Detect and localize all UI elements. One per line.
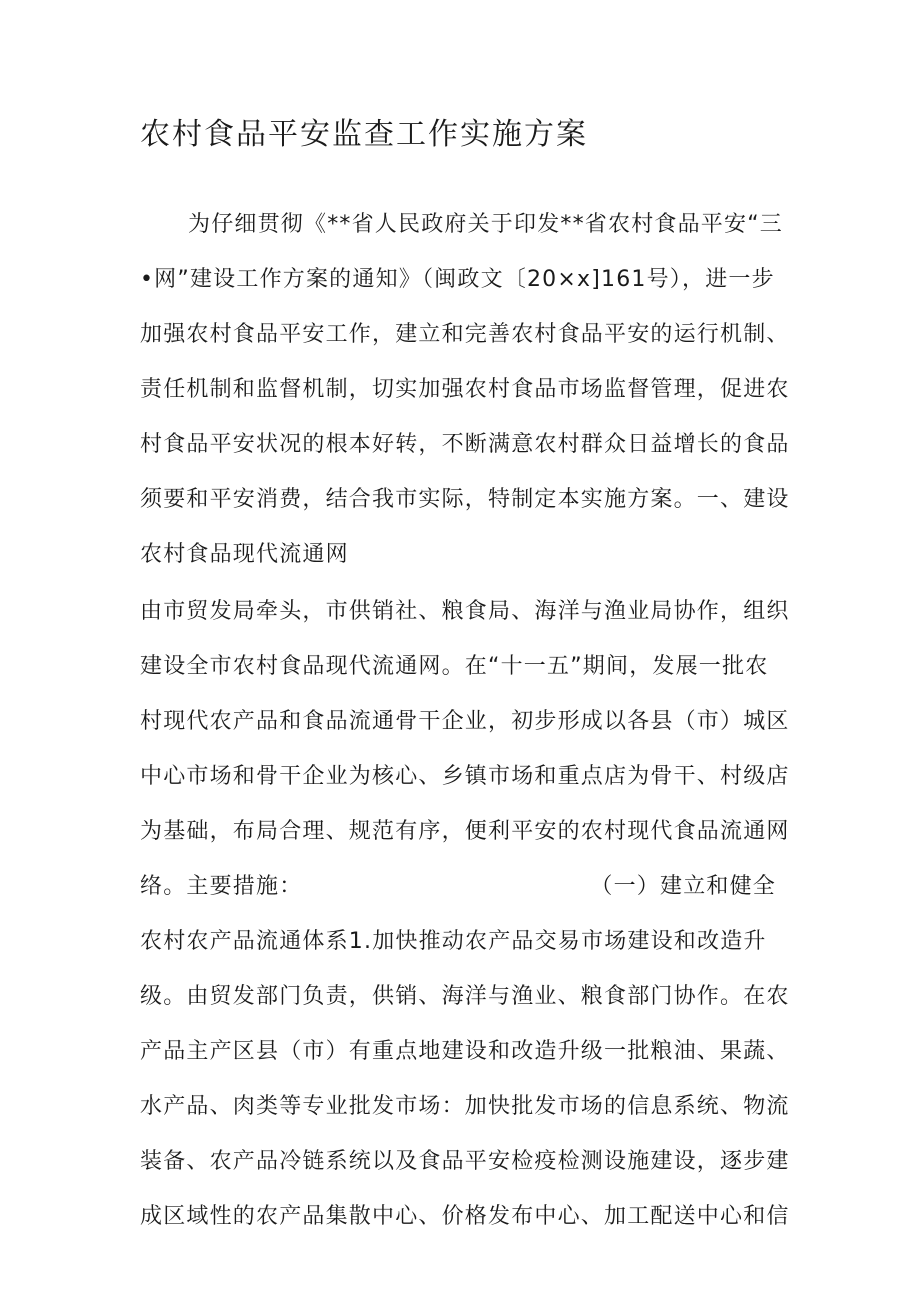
text-line: 须要和平安消费，结合我市实际，特制定本实施方案。一、建设 [140, 487, 790, 512]
text-line: 责任机制和监督机制，切实加强农村食品市场监督管理，促进农 [140, 377, 790, 402]
text-line: 村现代农产品和食品流通骨干企业，初步形成以各县（市）城区 [140, 709, 790, 734]
text-line: 农村农产品流通体系1.加快推动农产品交易市场建设和改造升 [140, 929, 767, 954]
document-title: 农村食品平安监查工作实施方案 [140, 117, 588, 152]
text-line: 加强农村食品平安工作，建立和完善农村食品平安的运行机制、 [140, 322, 790, 347]
text-line: 中心市场和骨干企业为核心、乡镇市场和重点店为骨干、村级店 [140, 764, 790, 789]
text-line: •网”建设工作方案的通知》（闽政文〔20×x]161号），进一步 [140, 267, 775, 292]
text-line: 为基础，布局合理、规范有序，便利平安的农村现代食品流通网 [140, 819, 790, 844]
main-measures-label: 络。主要措施： [140, 874, 303, 899]
text-line: 由市贸发局牵头，市供销社、粮食局、海洋与渔业局协作，组织 [140, 599, 790, 624]
text-line: 水产品、肉类等专业批发市场：加快批发市场的信息系统、物流 [140, 1094, 790, 1119]
text-line-split [140, 859, 776, 914]
text-line: 为仔细贯彻《**省人民政府关于印发**省农村食品平安“三 [188, 212, 783, 237]
text-line: 成区域性的农产品集散中心、价格发布中心、加工配送中心和信 [140, 1204, 790, 1229]
text-line: 村食品平安状况的根本好转，不断满意农村群众日益增长的食品 [140, 432, 790, 457]
text-line: 级。由贸发部门负责，供销、海洋与渔业、粮食部门协作。在农 [140, 984, 790, 1009]
text-line: 产品主产区县（市）有重点地建设和改造升级一批粮油、果蔬、 [140, 1039, 790, 1064]
section-heading-one: （一）建立和健全 [590, 874, 776, 899]
text-line: 农村食品现代流通网 [140, 542, 349, 567]
paragraph-distribution-network [140, 584, 790, 1244]
text-line: 装备、农产品冷链系统以及食品平安检疫检测设施建设，逐步建 [140, 1149, 790, 1174]
paragraph-intro [140, 197, 790, 582]
text-line: 建设全市农村食品现代流通网。在“十一五”期间，发展一批农 [140, 654, 769, 679]
